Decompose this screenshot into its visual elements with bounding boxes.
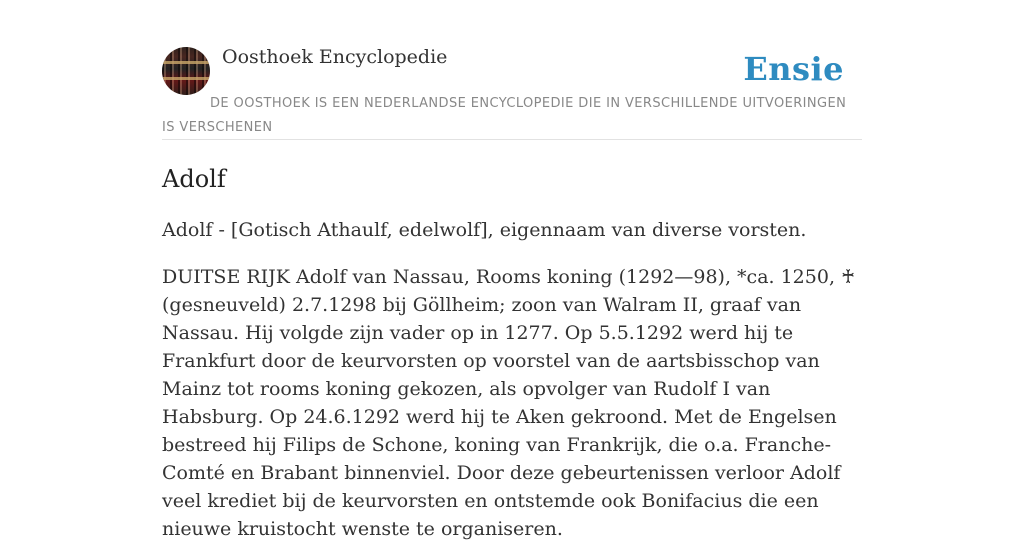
site-header <box>162 0 862 140</box>
article-body-paragraph: DUITSE RIJK Adolf van Nassau, Rooms koning (1292—98), *ca. 1250, ♰ (gesneuveld) 2.7.1298 bij Göllheim; zoon van Walram II, graaf van Nassau. Hij volgde zijn vader op in 1277. Op 5.5.1292 werd hij te Frankfurt door de keurvorsten op voorstel van de aartsbisschop van Mainz tot rooms koning gekozen, als opvolger van Rudolf I van Habsburg. Op 24.6.1292 werd hij te Aken gekroond. Met de Engelsen bestreed hij Filips de Schone, koning van Frankrijk, die o.a. Franche-Comté en Brabant binnenviel. Door deze gebeurtenissen verloor Adolf veel krediet bij de keurvorsten en ontstemde ook Bonifacius die een nieuwe kruistocht wenste te organiseren. <box>162 266 856 540</box>
site-tagline: DE OOSTHOEK IS EEN NEDERLANDSE ENCYCLOPEDIE DIE IN VERSCHILLENDE UITVOERINGEN IS VERSCHENEN <box>162 96 847 135</box>
encyclopedia-books-icon[interactable] <box>162 47 210 95</box>
article-title: Adolf <box>162 165 226 193</box>
page-container <box>162 0 862 543</box>
site-name-link[interactable]: Oosthoek Encyclopedie <box>222 46 448 68</box>
ensie-logo-link[interactable]: Ensie <box>743 50 844 88</box>
article-intro-paragraph: Adolf - [Gotisch Athaulf, edelwolf], eigennaam van diverse vorsten. <box>162 219 807 241</box>
